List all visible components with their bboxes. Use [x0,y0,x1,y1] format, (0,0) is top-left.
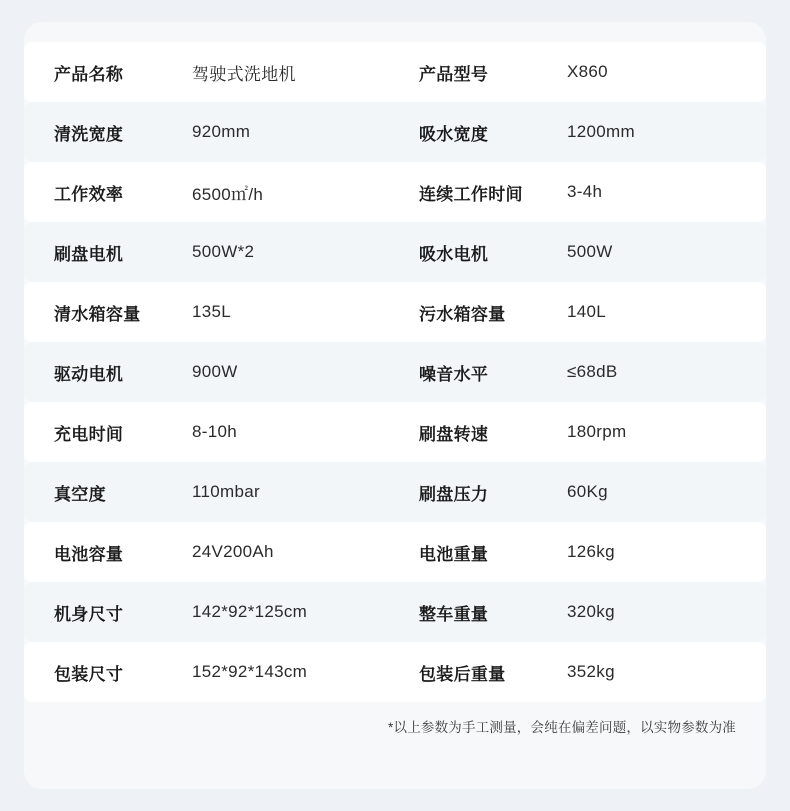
spec-label-left: 刷盘电机 [24,222,174,282]
spec-value-left: 6500㎡/h [174,162,389,222]
spec-value-left: 900W [174,342,389,402]
spec-value-left: 920mm [174,102,389,162]
spec-label-left: 清水箱容量 [24,282,174,342]
spec-label-right: 刷盘转速 [389,402,549,462]
spec-label-right: 电池重量 [389,522,549,582]
spec-footnote: *以上参数为手工测量，会纯在偏差问题，以实物参数为准 [388,720,736,735]
spec-label-right: 污水箱容量 [389,282,549,342]
spec-label-left: 包装尺寸 [24,642,174,702]
spec-value-right: 140L [549,282,766,342]
table-row [24,42,766,102]
spec-value-left: 500W*2 [174,222,389,282]
table-row [24,522,766,582]
spec-label-left: 机身尺寸 [24,582,174,642]
spec-label-right: 吸水宽度 [389,102,549,162]
spec-value-right: 352kg [549,642,766,702]
spec-value-right: 126kg [549,522,766,582]
spec-label-right: 包装后重量 [389,642,549,702]
table-row [24,402,766,462]
spec-label-left: 工作效率 [24,162,174,222]
spec-value-left: 135L [174,282,389,342]
spec-value-right: 500W [549,222,766,282]
table-row [24,222,766,282]
table-row [24,462,766,522]
spec-label-left: 充电时间 [24,402,174,462]
spec-label-right: 整车重量 [389,582,549,642]
spec-label-left: 清洗宽度 [24,102,174,162]
table-row [24,582,766,642]
spec-label-right: 噪音水平 [389,342,549,402]
spec-label-right: 刷盘压力 [389,462,549,522]
spec-label-left: 产品名称 [24,42,174,102]
table-row [24,282,766,342]
spec-value-right: 3-4h [549,162,766,222]
spec-value-left: 142*92*125cm [174,582,389,642]
spec-value-right: ≤68dB [549,342,766,402]
table-row [24,342,766,402]
spec-label-left: 真空度 [24,462,174,522]
spec-label-left: 电池容量 [24,522,174,582]
spec-value-left: 8-10h [174,402,389,462]
spec-value-right: 60Kg [549,462,766,522]
spec-card [24,22,766,789]
spec-value-left: 驾驶式洗地机 [174,42,389,102]
spec-label-left: 驱动电机 [24,342,174,402]
spec-value-right: X860 [549,42,766,102]
spec-value-right: 320kg [549,582,766,642]
spec-table [24,42,766,702]
spec-value-right: 180rpm [549,402,766,462]
spec-value-left: 110mbar [174,462,389,522]
spec-value-left: 152*92*143cm [174,642,389,702]
spec-value-right: 1200mm [549,102,766,162]
spec-label-right: 连续工作时间 [389,162,549,222]
spec-value-left: 24V200Ah [174,522,389,582]
table-row [24,102,766,162]
table-row [24,642,766,702]
table-row [24,162,766,222]
spec-label-right: 产品型号 [389,42,549,102]
spec-table-body [24,42,766,702]
spec-label-right: 吸水电机 [389,222,549,282]
